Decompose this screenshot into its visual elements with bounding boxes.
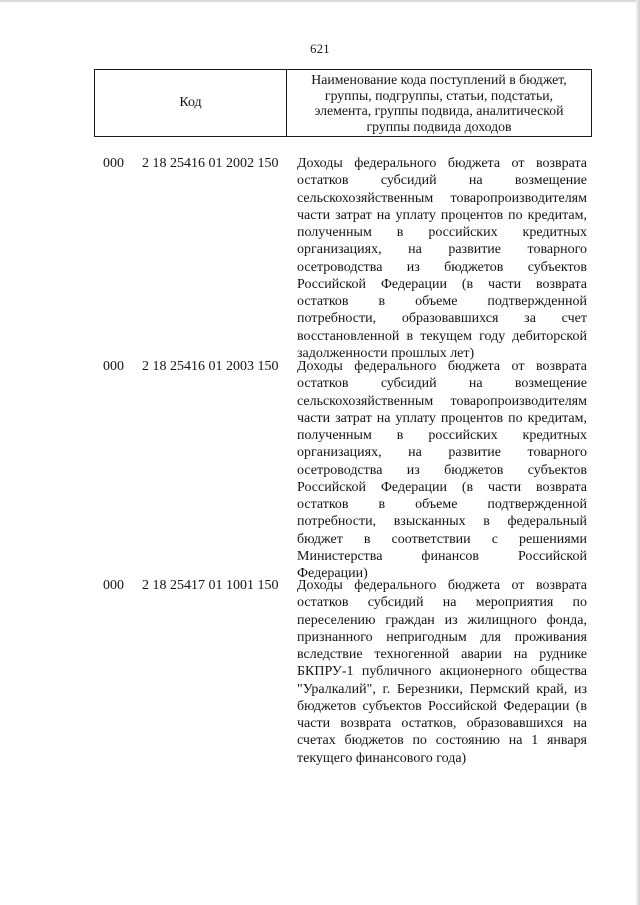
table-header [94, 69, 592, 137]
header-code-column: Код [95, 70, 287, 136]
entry-admin-code: 000 [103, 578, 124, 593]
entry-description: Доходы федерального бюджета от возврата остатков субсидий на возмещение сельскохозяйственным товаропроизводителям части затрат на уплату процентов по кредитам, полученным в российских кредитных организациях, на развитие товарного осетроводства из бюджетов субъектов Российской Федерации (в части возврата остатков в объеме подтвержденной потребности, образовавшихся за счет восстановленной в текущем году дебиторской задолженности прошлых лет) [297, 156, 587, 361]
entry-income-code: 2 18 25416 01 2002 150 [142, 156, 279, 171]
entry-income-code: 2 18 25417 01 1001 150 [142, 578, 279, 593]
entry-description: Доходы федерального бюджета от возврата остатков субсидий на мероприятия по переселению граждан из жилищного фонда, признанного непригодным для проживания вследствие техногенной аварии на руднике БКПРУ-1 публичного акционерного общества "Уралкалий", г. Березники, Пермский край, из бюджетов субъектов Российской Федерации (в части возврата остатков, образовавшихся на счетах бюджетов по состоянию на 1 января текущего финансового года) [297, 578, 587, 766]
scan-edge-top [0, 0, 640, 2]
page-number: 621 [310, 42, 330, 56]
header-name-column: Наименование кода поступлений в бюджет, группы, подгруппы, статьи, подстатьи, элемента, группы подвида, аналитической группы подвида доходов [311, 72, 567, 134]
entry-description: Доходы федерального бюджета от возврата остатков субсидий на возмещение сельскохозяйственным товаропроизводителям части затрат на уплату процентов по кредитам, полученным в российских кредитных организациях, на развитие товарного осетроводства из бюджетов субъектов Российской Федерации (в части возврата остатков в объеме подтвержденной потребности, взысканных в федеральный бюджет в соответствии с решениями Министерства финансов Российской Федерации) [297, 359, 587, 581]
entry-admin-code: 000 [103, 359, 124, 374]
entry-income-code: 2 18 25416 01 2003 150 [142, 359, 279, 374]
scan-edge-right [636, 0, 640, 905]
entry-admin-code: 000 [103, 156, 124, 171]
